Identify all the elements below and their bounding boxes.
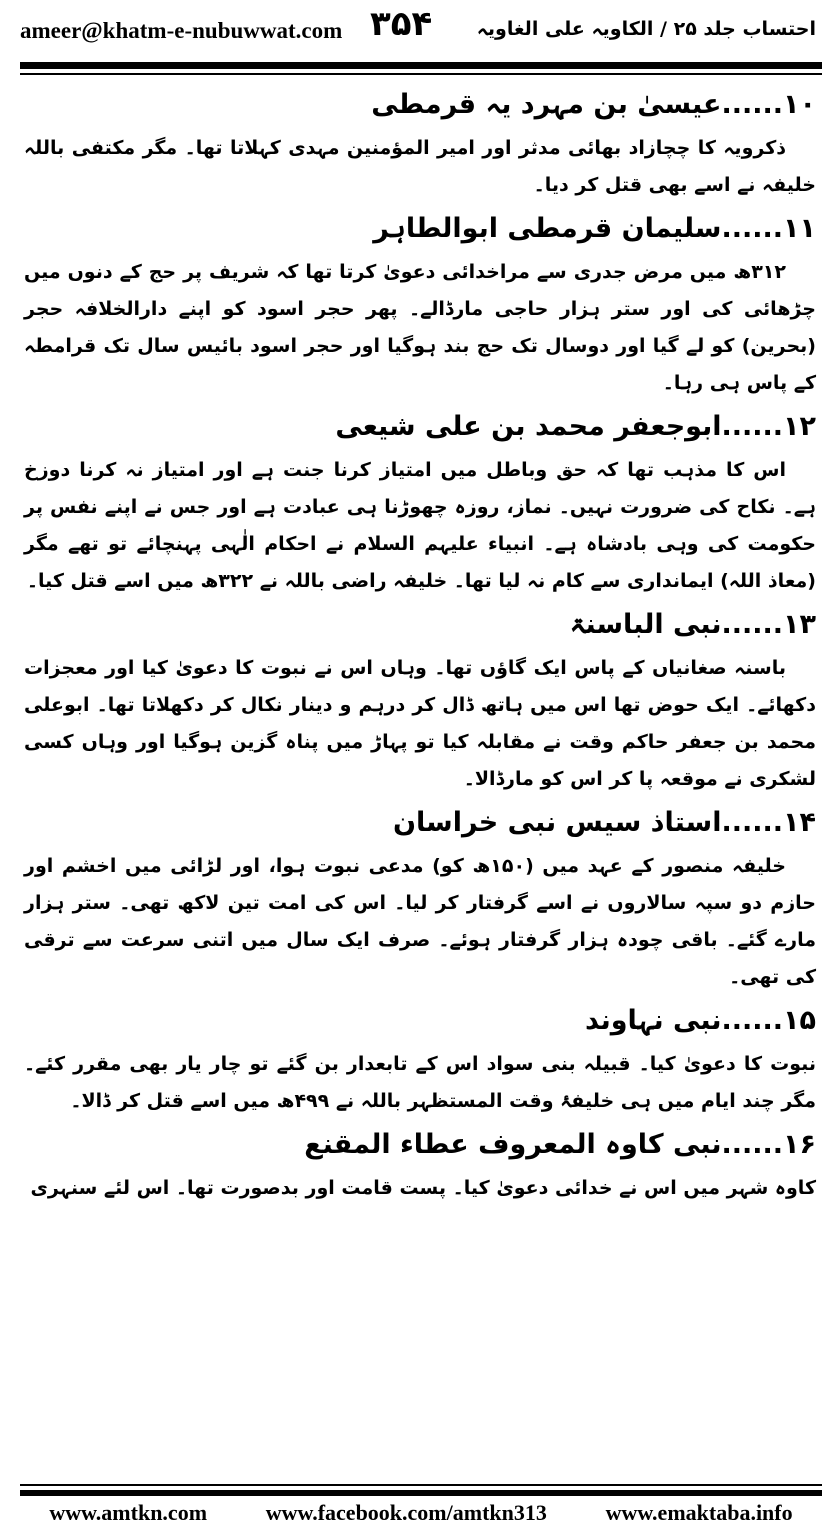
section-paragraph: اس کا مذہب تھا کہ حق وباطل میں امتیاز کرنا جنت ہے اور امتیاز نہ کرنا دوزخ ہے۔ نکاح کی ضرورت نہیں۔ نماز، روزہ چھوڑنا ہی عبادت ہے اور جس نے اپنے نفس پر حکومت کی وہی بادشاہ ہے۔ انبیاء علیہم السلام نے احکام الٰہی پہنچائے تو تھے مگر (معاذ اللہ) ایمانداری سے کام نہ لیا تھا۔ خلیفہ راضی باللہ نے ۳۲۲ھ میں اسے قتل کیا۔ bbox=[24, 459, 816, 592]
page-header bbox=[0, 0, 840, 60]
section-14 bbox=[24, 798, 816, 996]
book-title: احتساب جلد ۲۵ / الکاویہ علی الغاویہ bbox=[476, 18, 816, 40]
footer-link-amtkn[interactable]: www.amtkn.com bbox=[49, 1500, 208, 1525]
section-heading: ۱۶......نبی کاوہ المعروف عطاء المقنع bbox=[304, 1129, 816, 1160]
header-rule-thin bbox=[20, 73, 822, 75]
section-heading: ۱۵......نبی نہاوند bbox=[585, 1005, 816, 1036]
footer-link-facebook[interactable]: www.facebook.com/amtkn313 bbox=[265, 1500, 547, 1525]
section-11 bbox=[24, 204, 816, 402]
footer-rule-thick bbox=[20, 1490, 822, 1496]
page-body bbox=[24, 80, 816, 1207]
section-paragraph: کاوہ شہر میں اس نے خدائی دعویٰ کیا۔ پست قامت اور بدصورت تھا۔ اس لئے سنہری bbox=[30, 1177, 816, 1199]
section-heading: ۱۴......استاذ سیس نبی خراسان bbox=[393, 807, 816, 838]
section-paragraph: ۳۱۲ھ میں مرض جدری سے مراخدائی دعویٰ کرتا تھا کہ شریف پر حج کے دنوں میں چڑھائی کی اور ستر ہزار حاجی مارڈالے۔ پھر حجر اسود کو اپنے دارالخلافہ حجر (بحرین) کو لے گیا اور دوسال تک حج بند ہوگیا اور حجر اسود بائیس سال تک قرامطہ کے پاس ہی رہا۔ bbox=[24, 261, 816, 394]
section-12 bbox=[24, 402, 816, 600]
section-15 bbox=[24, 996, 816, 1120]
page-footer bbox=[0, 1478, 840, 1540]
section-heading: ۱۳......نبی الباسنۃ bbox=[569, 609, 816, 640]
section-paragraph: باسنہ صغانیاں کے پاس ایک گاؤں تھا۔ وہاں اس نے نبوت کا دعویٰ کیا اور معجزات دکھائے۔ ایک حوض تھا اس میں ہاتھ ڈال کر درہم و دینار نکال کر دکھلاتا تھا۔ ابوعلی محمد بن جعفر حاکم وقت نے مقابلہ کیا تو پہاڑ میں پناہ گزین ہوگیا اور وہاں کسی لشکری نے موقعہ پا کر اس کو مارڈالا۔ bbox=[24, 657, 816, 790]
footer-links bbox=[20, 1500, 822, 1526]
section-paragraph: نبوت کا دعویٰ کیا۔ قبیلہ بنی سواد اس کے تابعدار بن گئے تو چار یار بھی مقرر کئے۔ مگر چند ایام میں ہی خلیفۂ وقت المستظہر باللہ نے ۴۹۹ھ میں اسے قتل کر ڈالا۔ bbox=[24, 1053, 816, 1112]
header-email: ameer@khatm-e-nubuwwat.com bbox=[20, 18, 343, 43]
section-paragraph: ذکرویہ کا چچازاد بھائی مدثر اور امیر المؤمنین مہدی کہلاتا تھا۔ مگر مکتفی باللہ خلیفہ نے اسے بھی قتل کر دیا۔ bbox=[24, 137, 816, 196]
footer-link-emaktaba[interactable]: www.emaktaba.info bbox=[605, 1500, 793, 1525]
section-16 bbox=[24, 1120, 816, 1207]
header-rule-thick bbox=[20, 62, 822, 69]
section-heading: ۱۱......سلیمان قرمطی ابوالطاہر bbox=[373, 213, 816, 244]
footer-rule-thin bbox=[20, 1484, 822, 1486]
section-paragraph: خلیفہ منصور کے عہد میں (۱۵۰ھ کو) مدعی نبوت ہوا، اور لڑائی میں اخشم اور حازم دو سپہ سالاروں نے اسے گرفتار کر لیا۔ اس کی امت تین لاکھ تھی۔ ستر ہزار مارے گئے۔ باقی چودہ ہزار گرفتار ہوئے۔ صرف ایک سال میں اتنی سرعت سے ترقی کی تھی۔ bbox=[24, 855, 816, 988]
section-10 bbox=[24, 80, 816, 204]
page-number: ۳۵۴ bbox=[370, 4, 433, 44]
section-heading: ۱۲......ابوجعفر محمد بن علی شیعی bbox=[335, 411, 816, 442]
section-13 bbox=[24, 600, 816, 798]
section-heading: ۱۰......عیسیٰ بن مہرد یہ قرمطی bbox=[371, 89, 816, 120]
